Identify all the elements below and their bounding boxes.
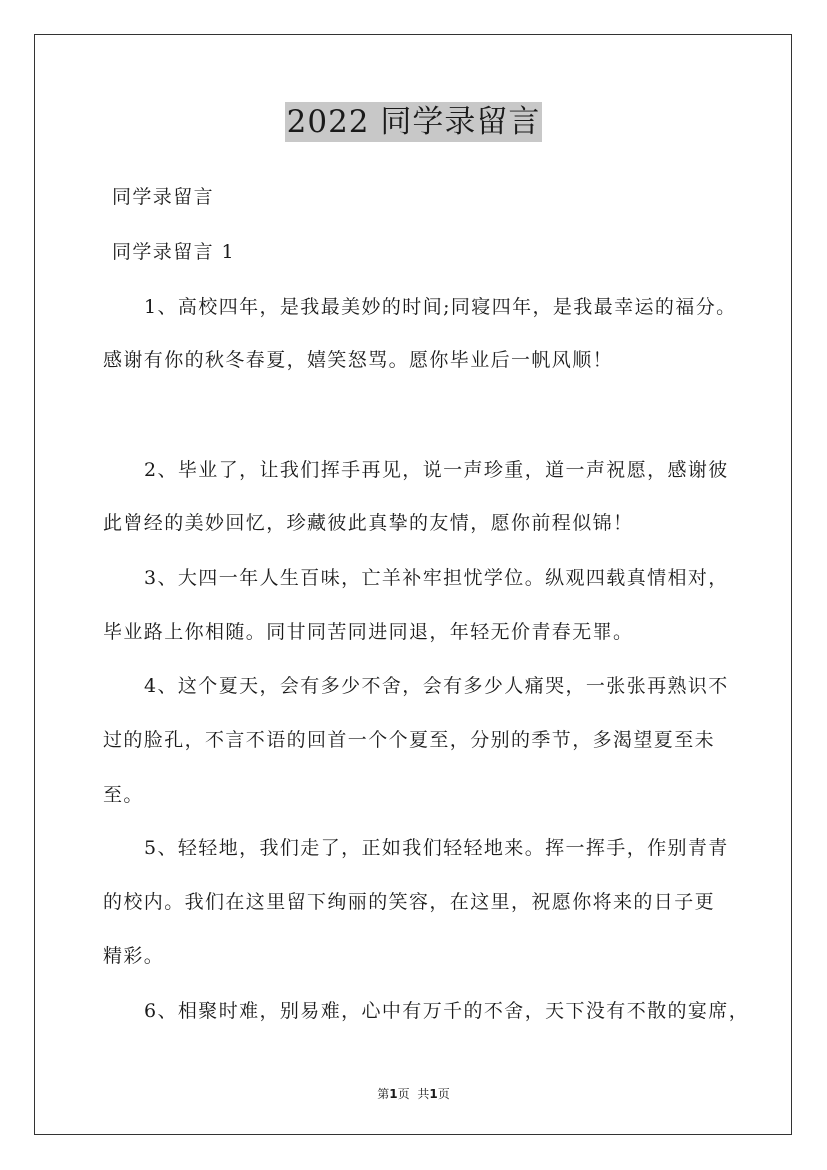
total-suffix: 页 (437, 1087, 450, 1101)
paragraph-5-line-2: 的校内。我们在这里留下绚丽的笑容，在这里，祝愿你将来的日子更 (103, 891, 716, 913)
paragraph-3-line-2: 毕业路上你相随。同甘同苦同进同退，年轻无价青春无罪。 (103, 621, 634, 643)
paragraph-2-line-1: 2、毕业了，让我们挥手再见，说一声珍重，道一声祝愿，感谢彼 (144, 459, 729, 481)
document-title: 2022 同学录留言 (286, 104, 541, 140)
section-heading: 同学录留言 1 (112, 241, 235, 263)
subtitle: 同学录留言 (112, 186, 215, 208)
paragraph-6-line-1: 6、相聚时难，别易难，心中有万千的不舍，天下没有不散的宴席， (144, 1000, 750, 1022)
paragraph-5-line-1: 5、轻轻地，我们走了，正如我们轻轻地来。挥一挥手，作别青青 (144, 837, 729, 859)
paragraph-4-line-3: 至。 (103, 784, 144, 806)
page-prefix: 第 (377, 1087, 390, 1101)
paragraph-3-line-1: 3、大四一年人生百味，亡羊补牢担忧学位。纵观四载真情相对， (144, 567, 729, 589)
title-container (0, 102, 827, 142)
page-number: 1 (389, 1087, 398, 1101)
paragraph-4-line-2: 过的脸孔，不言不语的回首一个个夏至，分别的季节，多渴望夏至未 (103, 729, 716, 751)
paragraph-1-line-2: 感谢有你的秋冬春夏，嬉笑怒骂。愿你毕业后一帆风顺！ (103, 349, 614, 371)
paragraph-1-line-1: 1、高校四年，是我最美妙的时间;同寝四年，是我最幸运的福分。 (144, 296, 737, 318)
paragraph-2-line-2: 此曾经的美妙回忆，珍藏彼此真挚的友情，愿你前程似锦！ (103, 512, 634, 534)
total-prefix: 共 (417, 1087, 430, 1101)
total-pages: 1 (429, 1087, 438, 1101)
paragraph-5-line-3: 精彩。 (103, 945, 165, 967)
paragraph-4-line-1: 4、这个夏天，会有多少不舍，会有多少人痛哭，一张张再熟识不 (144, 675, 729, 697)
page-suffix: 页 (397, 1087, 410, 1101)
page-footer (0, 1085, 827, 1102)
